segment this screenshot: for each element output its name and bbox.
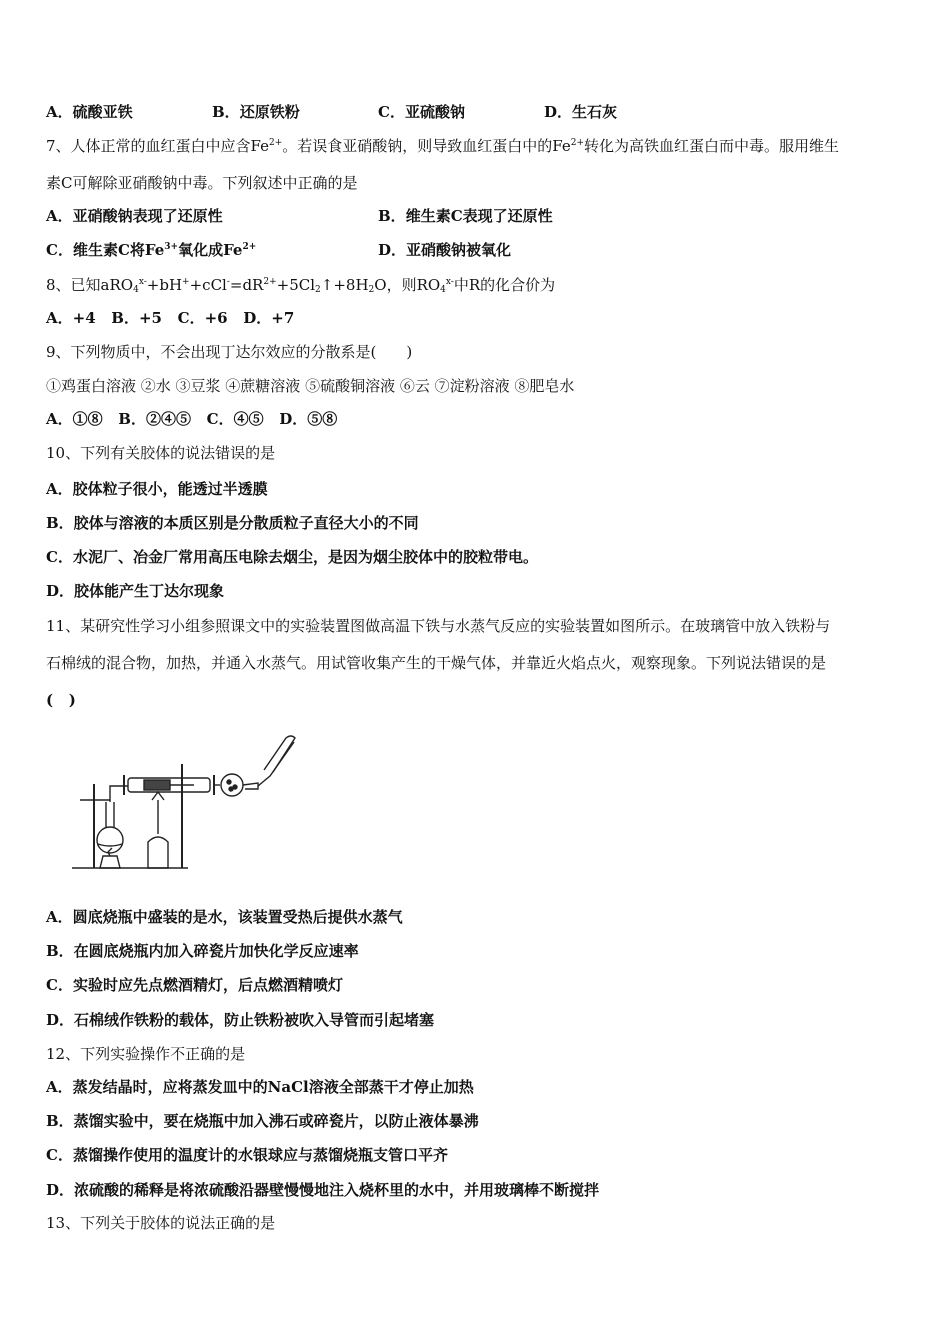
q12-option-d: D．浓硫酸的稀释是将浓硫酸沿器壁慢慢地注入烧杯里的水中，并用玻璃棒不断搅拌 (46, 1181, 600, 1199)
q12-option-b: B．蒸馏实验中，要在烧瓶中加入沸石或碎瓷片，以防止液体暴沸 (46, 1112, 479, 1130)
q10-option-a: A．胶体粒子很小，能透过半透膜 (46, 480, 268, 498)
alcohol-lamp-1 (100, 856, 120, 868)
drying-grain-3 (229, 787, 233, 791)
q11-stem-line3: ( ) (46, 691, 76, 709)
q6-option-c: C．亚硫酸钠 (378, 103, 465, 121)
q9-stem: 9、下列物质中，不会出现丁达尔效应的分散系是( ) (46, 343, 413, 361)
flame-1 (108, 848, 112, 856)
q10-option-b: B．胶体与溶液的本质区别是分散质粒子直径大小的不同 (46, 514, 419, 532)
q11-stem-line1: 11、某研究性学习小组参照课文中的实验装置图做高温下铁与水蒸气反应的实验装置如图所示。在玻璃管中放入铁粉与 (46, 617, 831, 635)
q10-stem: 10、下列有关胶体的说法错误的是 (46, 444, 276, 462)
q7-option-b: B．维生素C表现了还原性 (378, 207, 553, 225)
q6-option-b: B．还原铁粉 (212, 103, 300, 121)
q6-option-d: D．生石灰 (544, 103, 618, 121)
q13-stem: 13、下列关于胶体的说法正确的是 (46, 1214, 276, 1232)
q9-options: A．①⑧ B．②④⑤ C．④⑤ D．⑤⑧ (46, 410, 338, 428)
q8-options: A．+4 B．+5 C．+6 D．+7 (46, 309, 295, 327)
q12-stem: 12、下列实验操作不正确的是 (46, 1045, 246, 1063)
q11-stem-line2: 石棉绒的混合物，加热，并通入水蒸气。用试管收集产生的干燥气体，并靠近火焰点火，观察现象。下列说法错误的是 (46, 654, 827, 672)
flask-liquid (98, 844, 122, 846)
q11-option-c: C．实验时应先点燃酒精灯，后点燃酒精喷灯 (46, 976, 343, 994)
q7-option-a: A．亚硝酸钠表现了还原性 (46, 207, 223, 225)
drying-grain-1 (227, 780, 231, 784)
apparatus-figure (70, 734, 300, 876)
q8-stem: 8、已知$aRO_4^{x-}+bH^++cCl^-=dR^{2+}+5Cl_2↑+8H_2O$，则$RO_4^{x-}$中R的化合价为 (46, 276, 556, 295)
connecting-tube (110, 786, 128, 802)
q11-option-b: B．在圆底烧瓶内加入碎瓷片加快化学反应速率 (46, 942, 359, 960)
iron-powder (144, 780, 170, 790)
test-tube (264, 736, 295, 772)
q6-option-a: A．硫酸亚铁 (46, 103, 133, 121)
q12-option-a: A．蒸发结晶时，应将蒸发皿中的NaCl溶液全部蒸干才停止加热 (46, 1078, 474, 1096)
q7-stem-line2: 素C可解除亚硝酸钠中毒。下列叙述中正确的是 (46, 174, 358, 192)
q12-option-c: C．蒸馏操作使用的温度计的水银球应与蒸馏烧瓶支管口平齐 (46, 1146, 448, 1164)
q7-option-d: D．亚硝酸钠被氧化 (378, 241, 512, 259)
q7-option-c: C．维生素C将$Fe^{3+}$氧化成$Fe^{2+}$ (46, 241, 257, 259)
drying-tube-end (243, 783, 258, 789)
drying-bulb (221, 774, 243, 796)
q11-option-a: A．圆底烧瓶中盛装的是水，该装置受热后提供水蒸气 (46, 908, 403, 926)
q9-items: ①鸡蛋白溶液 ②水 ③豆浆 ④蔗糖溶液 ⑤硫酸铜溶液 ⑥云 ⑦淀粉溶液 ⑧肥皂水 (46, 377, 575, 395)
blast-burner (148, 837, 168, 868)
flame-2 (152, 792, 164, 800)
q10-option-c: C．水泥厂、冶金厂常用高压电除去烟尘，是因为烟尘胶体中的胶粒带电。 (46, 548, 538, 566)
q7-stem-line1: 7、人体正常的血红蛋白中应含$Fe^{2+}$。若误食亚硝酸钠，则导致血红蛋白中的$Fe^{2+}$转化为高铁血红蛋白而中毒。服用维生 (46, 137, 840, 155)
q10-option-d: D．胶体能产生丁达尔现象 (46, 582, 225, 600)
q11-option-d: D．石棉绒作铁粉的载体，防止铁粉被吹入导管而引起堵塞 (46, 1011, 435, 1029)
